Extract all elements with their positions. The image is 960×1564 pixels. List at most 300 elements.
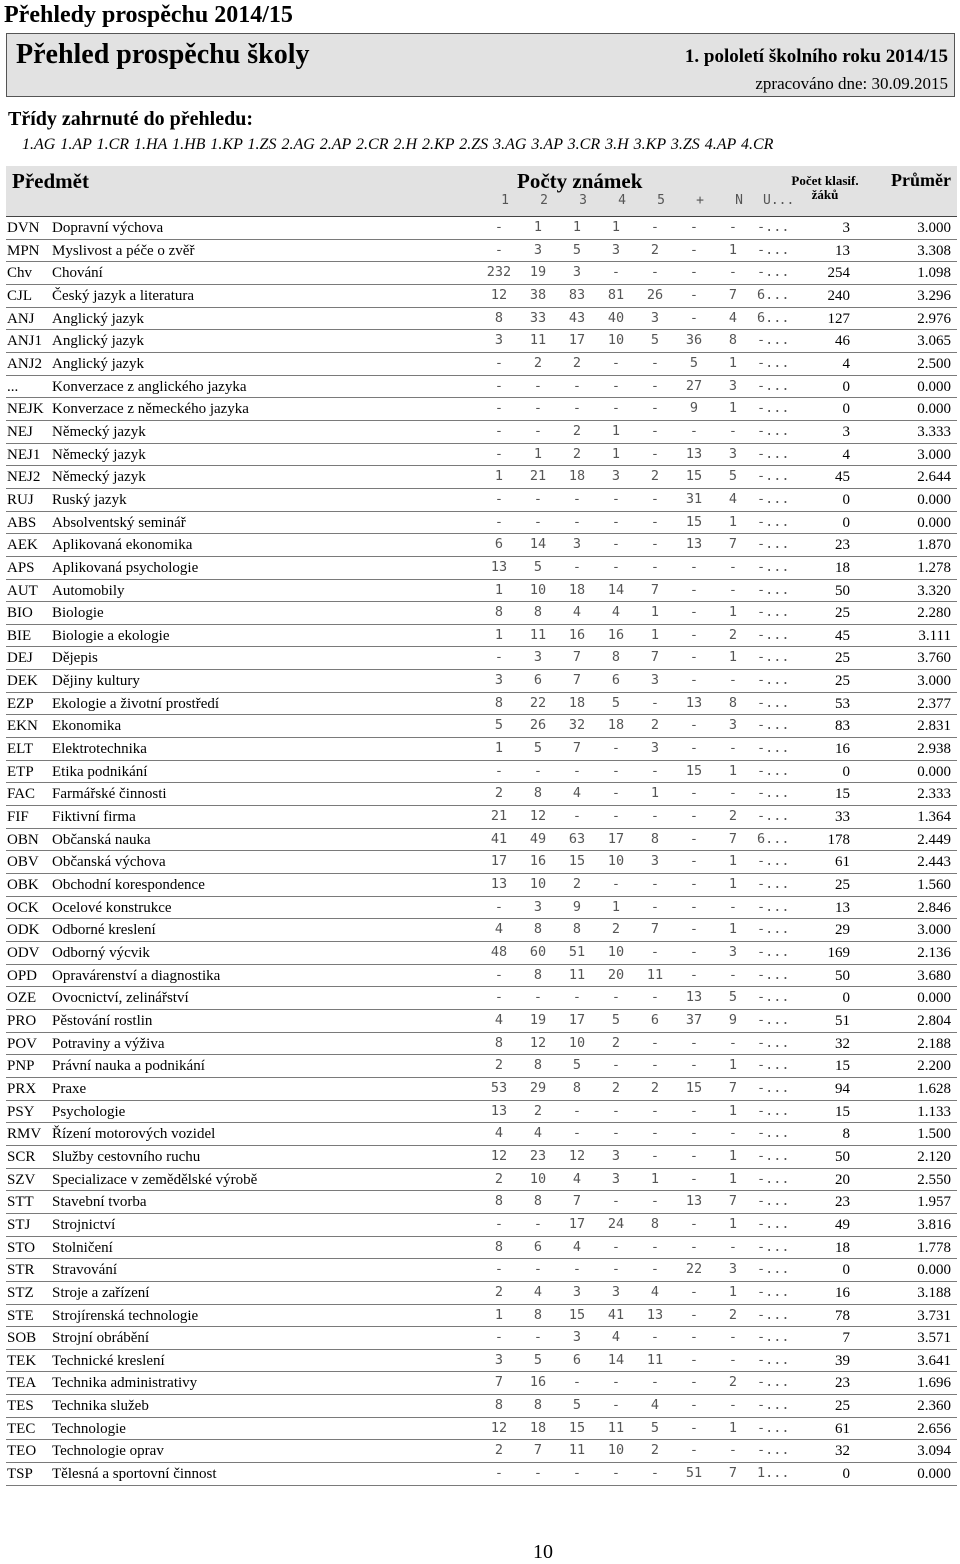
grade-count: 8 [572,921,582,938]
table-row [6,761,957,784]
subject-code: ODK [7,922,40,939]
grade-count: -... [757,332,790,349]
grade-count: - [611,762,621,779]
pupil-count: 0 [842,514,850,531]
table-row [6,1123,957,1146]
table-row [6,1440,957,1463]
grade-count: -... [757,966,790,983]
grade-count: - [572,1125,582,1142]
pupil-count: 51 [835,1012,850,1029]
grade-count: 8 [533,921,543,938]
average-value: 3.000 [917,220,951,236]
average-value: 1.133 [917,1103,951,1120]
table-row [6,1282,957,1305]
grade-count: - [689,1057,699,1074]
grade-count: - [689,1283,699,1300]
grade-count: - [533,989,543,1006]
pupil-count: 4 [842,355,850,372]
grade-count: 1 [533,219,543,235]
grade-count: 8 [533,1193,543,1210]
grade-count: -... [757,1147,790,1164]
subject-code: ELT [7,741,34,758]
grade-count: - [533,1215,543,1232]
grade-count: 11 [607,1419,625,1436]
table-row [6,602,957,625]
grade-count: - [611,354,621,371]
subject-code: DEJ [7,650,33,667]
grade-count: 6... [757,309,790,326]
subject-name: Biologie [52,605,104,622]
grade-count: 9 [572,898,582,915]
grade-count: -... [757,219,790,235]
average-value: 2.443 [917,854,951,871]
table-row [6,851,957,874]
subject-name: Psychologie [52,1103,126,1120]
grade-count: - [689,1397,699,1414]
grade-count: -... [757,921,790,938]
grade-count: 8 [650,830,660,847]
grade-count: 2 [728,626,738,643]
grade-count: - [650,944,660,960]
grade-count: 15 [685,1079,703,1096]
pupil-count: 0 [842,1466,850,1483]
pupil-count: 50 [835,967,850,984]
table-row [6,715,957,738]
table-row [6,1146,957,1169]
grade-count: 1 [611,422,621,439]
average-value: 2.449 [917,831,951,848]
grade-count: 13 [490,1102,508,1119]
subject-code: RUJ [7,491,34,508]
grade-count: 7 [572,672,582,689]
grade-count: - [650,898,660,915]
subject-name: Automobily [52,582,125,599]
subject-code: NEJ2 [7,469,41,486]
subject-name: Biologie a ekologie [52,627,170,644]
average-value: 0.000 [917,763,951,780]
subject-name: Německý jazyk [52,469,146,486]
grade-count: - [650,762,660,779]
table-row [6,1033,957,1056]
grade-count: 16 [568,626,586,643]
grade-count: 15 [685,513,703,530]
grade-label: 3 [579,193,587,208]
pupil-count: 78 [835,1307,850,1324]
grade-count: 7 [572,1193,582,1210]
table-row [6,1010,957,1033]
subject-name: Stravování [52,1262,117,1279]
subject-name: Konverzace z německého jazyka [52,401,249,418]
grade-count: 3 [611,241,621,258]
grade-count: - [494,762,504,779]
subject-name: Právní nauka a podnikání [52,1058,205,1075]
grade-count: 13 [490,876,508,893]
grade-count: 4 [533,1283,543,1300]
average-value: 2.976 [917,310,951,327]
grade-count: 11 [529,332,547,349]
grade-count: 17 [568,1215,586,1232]
table-row [6,285,957,308]
grade-count: - [494,490,504,507]
grade-count: - [533,1329,543,1346]
grade-count: 27 [685,377,703,394]
grade-count: -... [757,808,790,825]
grade-count: 23 [529,1147,547,1164]
pupil-count: 25 [835,1398,850,1415]
page-number: 10 [533,1541,553,1563]
subject-code: AEK [7,537,38,554]
grade-count: - [689,1238,699,1255]
grade-count: - [572,989,582,1006]
subject-name: Občanská výchova [52,854,166,871]
grade-count: 1 [728,604,738,621]
grade-count: 3 [611,1147,621,1164]
subject-name: Absolventský seminář [52,514,186,531]
grade-count: 1 [728,853,738,870]
pupil-count: 254 [827,265,850,282]
grade-count: 1 [611,445,621,462]
grade-count: 31 [685,490,703,507]
pupil-count: 53 [835,695,850,712]
subject-code: BIO [7,605,33,622]
grade-count: -... [757,762,790,779]
grade-label: 1 [501,193,509,208]
grade-count: 6 [572,1351,582,1368]
grade-count: - [689,241,699,258]
grade-count: 37 [685,1011,703,1028]
pupil-count: 0 [842,491,850,508]
grade-count: 8 [728,332,738,349]
grade-count: 2 [650,1079,660,1096]
grade-count: - [650,1329,660,1346]
average-value: 2.333 [917,786,951,803]
average-value: 3.188 [917,1284,951,1301]
grade-count: -... [757,626,790,643]
grade-count: -... [757,604,790,621]
grade-count: 6 [611,672,621,689]
subject-code: DVN [7,220,40,236]
table-row [6,512,957,535]
average-value: 2.377 [917,695,951,712]
subject-name: Pěstování rostlin [52,1012,153,1029]
grade-count: - [572,1102,582,1119]
grade-count: 2 [728,1374,738,1391]
processed-date: zpracováno dne: 30.09.2015 [755,74,948,93]
column-average: Průměr [891,170,951,190]
average-value: 1.696 [917,1375,951,1392]
grade-count: 1 [728,1102,738,1119]
grade-count: 22 [685,1261,703,1278]
grade-count: 4 [572,604,582,621]
grade-count: - [611,1057,621,1074]
grade-count: -... [757,989,790,1006]
average-value: 2.136 [917,945,951,961]
grade-count: -... [757,853,790,870]
table-row [6,1372,957,1395]
grade-count: - [494,898,504,915]
grade-count: 3 [572,1329,582,1346]
grade-count: 7 [728,1465,738,1482]
grade-count: -... [757,717,790,734]
grade-count: -... [757,1419,790,1436]
grade-count: 4 [533,1125,543,1142]
subject-code: NEJ [7,423,33,440]
grade-count: 2 [728,1306,738,1323]
grade-count: 13 [490,558,508,575]
grade-count: 3 [533,241,543,258]
grade-count: 2 [533,1102,543,1119]
average-value: 2.500 [917,355,951,372]
grade-count: 2 [650,1442,660,1459]
column-subject: Předmět [12,169,89,193]
pupil-count: 0 [842,401,850,418]
pupil-count: 23 [835,537,850,554]
grade-count: 19 [529,264,547,281]
grade-count: - [728,558,738,575]
grade-count: 1 [494,626,504,643]
pupil-count: 15 [835,1103,850,1120]
grade-count: 5 [728,468,738,485]
grade-count: 4 [572,1238,582,1255]
subject-name: Technologie [52,1420,126,1437]
average-value: 2.360 [917,1398,951,1415]
average-value: 0.000 [917,990,951,1007]
subject-code: DEK [7,673,38,690]
table-row [6,444,957,467]
grade-count: - [689,1329,699,1346]
grade-count: 3 [650,309,660,326]
grade-count: - [689,286,699,303]
grade-count: 3 [611,1283,621,1300]
grade-count: - [728,1329,738,1346]
grade-count: 3 [533,898,543,915]
grade-count: 5 [494,717,504,734]
grade-count: 29 [529,1079,547,1096]
table-row [6,1305,957,1328]
grade-count: - [689,1125,699,1142]
pupil-count: 46 [835,333,850,350]
grade-count: 1 [650,626,660,643]
column-count-pupils: Počet klasif. žáků [791,173,859,202]
subject-code: MPN [7,242,40,259]
grade-count: 18 [568,581,586,598]
grade-count: - [728,1351,738,1368]
grade-count: - [650,1238,660,1255]
grade-count: - [611,1193,621,1210]
subject-code: ... [7,378,19,395]
grade-count: 12 [490,1147,508,1164]
average-value: 2.188 [917,1035,951,1052]
grade-count: 1 [728,1057,738,1074]
grade-count: - [533,1465,543,1482]
pupil-count: 23 [835,1194,850,1211]
pupil-count: 49 [835,1216,850,1233]
grade-count: 2 [572,422,582,439]
grade-count: 12 [529,1034,547,1051]
report-header [6,33,955,97]
grade-count: -... [757,1238,790,1255]
grade-count: 7 [728,830,738,847]
grade-count: - [650,1374,660,1391]
subject-name: Technologie oprav [52,1443,164,1460]
average-value: 2.644 [917,469,951,486]
table-row [6,1463,957,1486]
grade-count: 3 [494,332,504,349]
grade-count: - [572,1465,582,1482]
average-value: 3.731 [917,1307,951,1324]
grade-count: - [572,558,582,575]
grade-count: -... [757,422,790,439]
grade-count: 38 [529,286,547,303]
grade-count: 10 [607,853,625,870]
grade-count: - [689,626,699,643]
grade-count: 2 [494,1057,504,1074]
grade-count: -... [757,264,790,281]
subject-code: RMV [7,1126,42,1143]
grade-count: 2 [533,354,543,371]
grade-count: 51 [568,944,586,960]
subject-name: Dějiny kultury [52,673,140,690]
grade-count: - [572,808,582,825]
grade-count: - [728,1125,738,1142]
grade-count: 1 [572,219,582,235]
grade-count: 10 [607,944,625,960]
grade-count: - [611,989,621,1006]
grade-count: - [572,1374,582,1391]
grade-count: 11 [568,1442,586,1459]
grade-count: -... [757,1306,790,1323]
grade-count: 15 [685,468,703,485]
pupil-count: 178 [827,831,850,848]
subject-code: OZE [7,990,37,1007]
grade-count: - [611,808,621,825]
subject-name: Německý jazyk [52,446,146,463]
subject-name: Služby cestovního ruchu [52,1148,201,1165]
grade-count: - [611,377,621,394]
average-value: 3.111 [918,627,951,644]
grade-count: 2 [611,921,621,938]
pupil-count: 3 [842,423,850,440]
grade-count: 1 [533,445,543,462]
grade-count: 7 [572,649,582,666]
grade-count: 14 [529,536,547,553]
grade-count: - [689,853,699,870]
average-value: 3.094 [917,1443,951,1460]
grade-count: 26 [529,717,547,734]
table-row [6,806,957,829]
grade-count: 3 [650,740,660,757]
grade-count: - [650,219,660,235]
grade-count: - [533,762,543,779]
grade-count: 1 [728,241,738,258]
average-value: 2.846 [917,899,951,916]
subject-code: CJL [7,287,33,304]
grade-count: -... [757,490,790,507]
pupil-count: 29 [835,922,850,939]
grade-count: - [689,1215,699,1232]
grade-count: - [494,1329,504,1346]
grade-count: 2 [494,1283,504,1300]
grade-count: - [650,1102,660,1119]
subject-name: Český jazyk a literatura [52,287,195,304]
grade-count: - [572,377,582,394]
grade-count: 1 [494,468,504,485]
grade-count: - [689,785,699,802]
grade-count: 81 [607,286,625,303]
grade-count: 7 [728,536,738,553]
grade-count: -... [757,1125,790,1142]
average-value: 3.641 [917,1352,951,1369]
grade-count: 1 [650,1170,660,1187]
grade-count: 33 [529,309,547,326]
subject-code: AUT [7,582,38,599]
grade-count: 7 [728,1079,738,1096]
grade-count: 17 [490,853,508,870]
grade-count: 32 [568,717,586,734]
pupil-count: 15 [835,1058,850,1075]
subject-code: STT [7,1194,34,1211]
grade-count: -... [757,1442,790,1459]
grade-count: - [611,740,621,757]
grade-count: - [572,400,582,417]
subject-name: Dějepis [52,650,98,667]
pupil-count: 39 [835,1352,850,1369]
grade-count: - [533,1261,543,1278]
grade-count: 60 [529,944,547,960]
table-row [6,353,957,376]
grade-count: 10 [529,1170,547,1187]
table-row [6,1395,957,1418]
pupil-count: 25 [835,650,850,667]
average-value: 2.831 [917,718,951,735]
grade-count: 4 [572,1170,582,1187]
grade-count: - [728,422,738,439]
pupil-count: 20 [835,1171,850,1188]
subject-code: STE [7,1307,34,1324]
subject-code: OCK [7,899,39,916]
grade-count: - [650,1261,660,1278]
grade-count: 1 [728,762,738,779]
average-value: 1.778 [917,1239,951,1256]
grade-count: 43 [568,309,586,326]
grade-label: + [696,193,704,208]
grade-count: - [689,1034,699,1051]
grade-count: - [728,581,738,598]
table-row [6,897,957,920]
subject-code: PSY [7,1103,35,1120]
grade-count: - [689,1306,699,1323]
subject-code: APS [7,559,35,576]
grade-count: - [494,400,504,417]
grade-count: - [494,445,504,462]
subject-code: OBK [7,877,39,894]
grade-count: 1 [728,1283,738,1300]
pupil-count: 61 [835,854,850,871]
grade-count: 7 [728,1193,738,1210]
grade-count: -... [757,581,790,598]
grade-count: - [689,581,699,598]
grade-count: - [650,536,660,553]
grade-count: - [650,1034,660,1051]
classes-heading: Třídy zahrnuté do přehledu: [8,108,254,130]
grade-count: - [650,513,660,530]
grade-count: 12 [568,1147,586,1164]
subject-code: OBV [7,854,39,871]
grade-count: - [533,490,543,507]
subject-code: BIE [7,627,32,644]
average-value: 1.500 [917,1126,951,1143]
subject-code: TEA [7,1375,37,1392]
